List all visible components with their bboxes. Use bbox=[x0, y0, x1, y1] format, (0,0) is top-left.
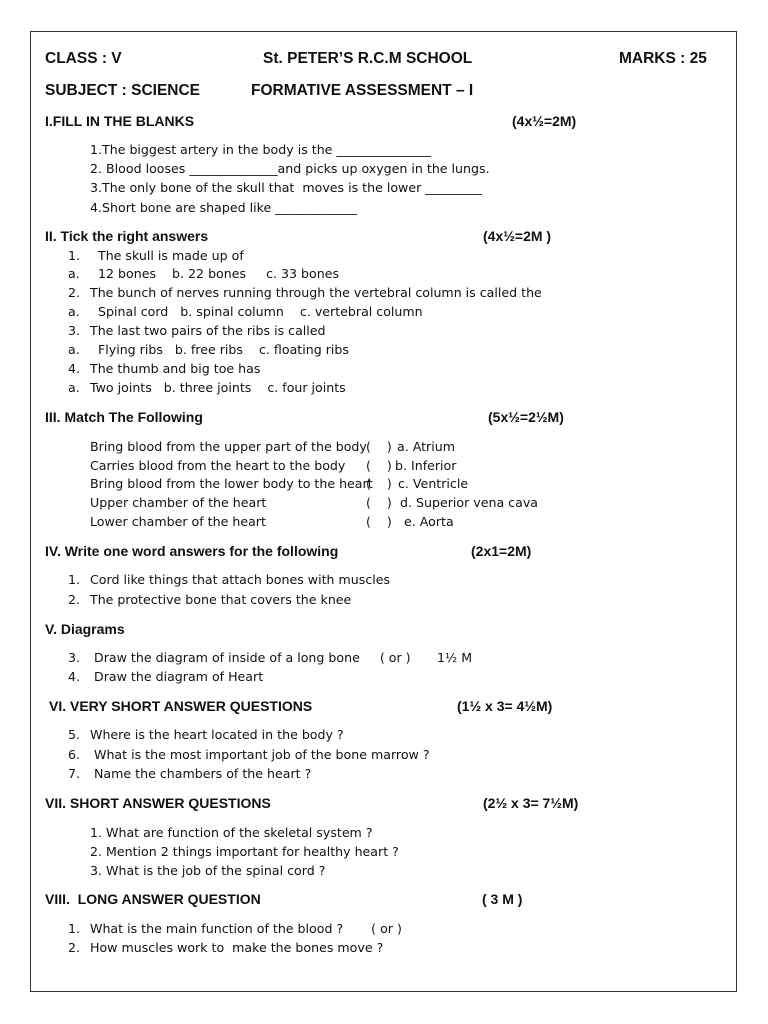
section-2-title: II. Tick the right answers bbox=[45, 228, 209, 244]
marks-total: MARKS : 25 bbox=[619, 50, 707, 67]
question-number: 4. bbox=[68, 669, 81, 684]
match-right-item: b. Inferior bbox=[395, 458, 457, 473]
question-number: 3. bbox=[68, 323, 81, 338]
options-text: Two joints b. three joints c. four joints bbox=[90, 380, 346, 395]
fill-blank-item: 2. Blood looses ______________and picks up oxygen in the lungs. bbox=[90, 161, 490, 176]
question-number: 2. bbox=[68, 285, 81, 300]
question-text: Cord like things that attach bones with muscles bbox=[90, 572, 391, 587]
match-left-item: Upper chamber of the heart bbox=[90, 495, 267, 510]
option-marker: a. bbox=[68, 266, 80, 281]
question-text: The skull is made up of bbox=[90, 248, 244, 263]
question-number: 5. bbox=[68, 727, 81, 742]
match-right-item: c. Ventricle bbox=[398, 476, 469, 491]
question-number: 2. bbox=[68, 940, 81, 955]
match-bracket: ( ) bbox=[366, 476, 392, 491]
question-text: Draw the diagram of Heart bbox=[90, 669, 264, 684]
match-bracket: ( ) bbox=[366, 514, 392, 529]
options-text: Spinal cord b. spinal column c. vertebral column bbox=[90, 304, 423, 319]
question-number: 4. bbox=[68, 361, 81, 376]
question-number: 3. bbox=[68, 650, 81, 665]
option-marker: a. bbox=[68, 380, 80, 395]
class-label: CLASS : V bbox=[45, 50, 122, 67]
question-text: The bunch of nerves running through the vertebral column is called the bbox=[90, 285, 542, 300]
match-right-item: d. Superior vena cava bbox=[400, 495, 538, 510]
section-7-marks: (2½ x 3= 7½M) bbox=[483, 795, 579, 811]
section-7-title: VII. SHORT ANSWER QUESTIONS bbox=[45, 795, 271, 811]
section-6-marks: (1½ x 3= 4½M) bbox=[457, 698, 553, 714]
section-3-title: III. Match The Following bbox=[45, 409, 203, 425]
section-2-marks: (4x½=2M ) bbox=[483, 228, 552, 244]
match-left-item: Bring blood from the upper part of the body bbox=[90, 439, 367, 454]
section-1-marks: (4x½=2M) bbox=[512, 113, 577, 129]
option-marker: a. bbox=[68, 304, 80, 319]
fill-blank-item: 4.Short bone are shaped like _____________ bbox=[90, 200, 358, 215]
section-8-marks: ( 3 M ) bbox=[482, 891, 523, 907]
match-left-item: Carries blood from the heart to the body bbox=[90, 458, 346, 473]
school-name: St. PETER’S R.C.M SCHOOL bbox=[263, 50, 473, 67]
section-8-title: VIII. LONG ANSWER QUESTION bbox=[45, 891, 261, 907]
section-4-title: IV. Write one word answers for the following bbox=[45, 543, 339, 559]
question-text: Where is the heart located in the body ? bbox=[90, 727, 344, 742]
options-text: Flying ribs b. free ribs c. floating ribs bbox=[90, 342, 349, 357]
match-bracket: ( ) bbox=[366, 458, 392, 473]
short-answer-item: 1. What are function of the skeletal system ? bbox=[90, 825, 373, 840]
question-text: The protective bone that covers the knee bbox=[90, 592, 352, 607]
short-answer-item: 3. What is the job of the spinal cord ? bbox=[90, 863, 326, 878]
fill-blank-item: 1.The biggest artery in the body is the _______________ bbox=[90, 142, 431, 157]
question-text: Draw the diagram of inside of a long bone ( or ) bbox=[90, 650, 411, 665]
question-text: What is the main function of the blood ? ( or ) bbox=[90, 921, 402, 936]
section-1-title: I.FILL IN THE BLANKS bbox=[45, 113, 195, 129]
question-text: The last two pairs of the ribs is called bbox=[90, 323, 326, 338]
question-text: What is the most important job of the bone marrow ? bbox=[90, 747, 430, 762]
section-3-marks: (5x½=2½M) bbox=[488, 409, 564, 425]
section-6-title: VI. VERY SHORT ANSWER QUESTIONS bbox=[49, 698, 313, 714]
fill-blank-item: 3.The only bone of the skull that moves is the lower _________ bbox=[90, 180, 482, 195]
question-number: 1. bbox=[68, 572, 81, 587]
match-bracket: ( ) bbox=[366, 495, 392, 510]
question-number: 2. bbox=[68, 592, 81, 607]
match-right-item: e. Aorta bbox=[400, 514, 454, 529]
question-number: 1. bbox=[68, 921, 81, 936]
match-right-item: a. Atrium bbox=[397, 439, 455, 454]
question-number: 1. bbox=[68, 248, 81, 263]
match-left-item: Bring blood from the lower body to the heart bbox=[90, 476, 373, 491]
question-number: 6. bbox=[68, 747, 81, 762]
match-bracket: ( ) bbox=[366, 439, 392, 454]
question-text: How muscles work to make the bones move ? bbox=[90, 940, 384, 955]
assessment-title: FORMATIVE ASSESSMENT – I bbox=[251, 82, 474, 99]
options-text: 12 bones b. 22 bones c. 33 bones bbox=[90, 266, 340, 281]
section-5-marks: 1½ M bbox=[437, 650, 473, 665]
section-4-marks: (2x1=2M) bbox=[471, 543, 532, 559]
option-marker: a. bbox=[68, 342, 80, 357]
subject-label: SUBJECT : SCIENCE bbox=[45, 82, 201, 99]
question-number: 7. bbox=[68, 766, 81, 781]
match-left-item: Lower chamber of the heart bbox=[90, 514, 266, 529]
short-answer-item: 2. Mention 2 things important for healthy heart ? bbox=[90, 844, 399, 859]
question-text: Name the chambers of the heart ? bbox=[90, 766, 312, 781]
question-text: The thumb and big toe has bbox=[90, 361, 261, 376]
section-5-title: V. Diagrams bbox=[45, 621, 125, 637]
